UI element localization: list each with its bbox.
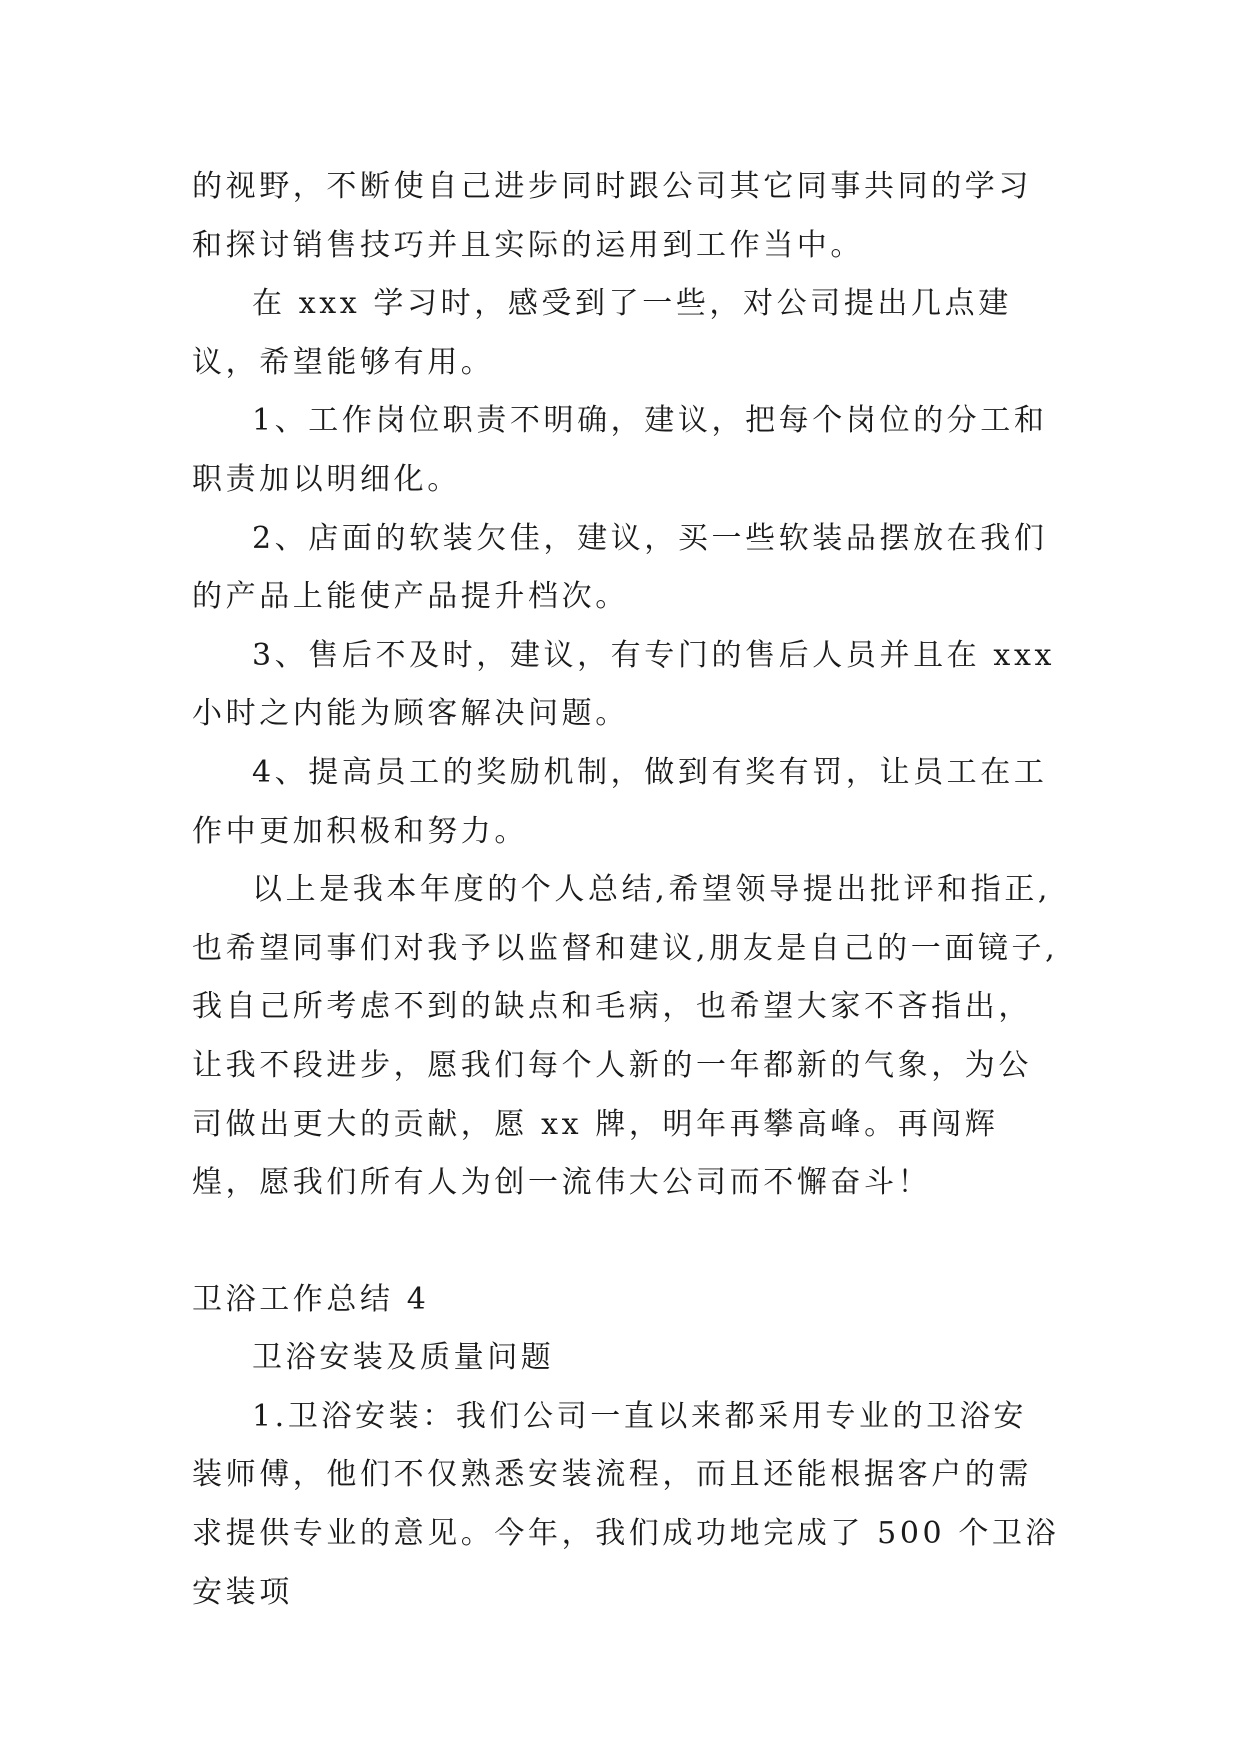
section-title: 卫浴工作总结 4 xyxy=(192,1281,430,1317)
section-gap xyxy=(192,1213,1060,1271)
suggestion-1: 1、工作岗位职责不明确，建议，把每个岗位的分工和职责加以明细化。 xyxy=(192,403,1048,497)
document-body xyxy=(192,158,1060,1622)
paragraph-2: 在 xxx 学习时，感受到了一些，对公司提出几点建议，希望能够有用。 xyxy=(192,286,1012,380)
section-subtitle: 卫浴安装及质量问题 xyxy=(252,1340,555,1376)
suggestion-2: 2、店面的软装欠佳，建议，买一些软装品摆放在我们的产品上能使产品提升档次。 xyxy=(192,520,1048,615)
section-paragraph-1: 1.卫浴安装：我们公司一直以来都采用专业的卫浴安装师傅，他们不仅熟悉安装流程，而且还能根据客户的需求提供专业的意见。今年，我们成功地完成了 500 个卫浴安装项 xyxy=(192,1398,1060,1610)
closing-paragraph: 以上是我本年度的个人总结,希望领导提出批评和指正,也希望同事们对我予以监督和建议,朋友是自己的一面镜子,我自己所考虑不到的缺点和毛病，也希望大家不吝指出，让我不段进步，愿我们每个人新的一年都新的气象，为公司做出更大的贡献，愿 xx 牌，明年再攀高峰。再闯辉煌，愿我们所有人为创一流伟大公司而不懈奋斗！ xyxy=(192,872,1059,1201)
suggestion-4: 4、提高员工的奖励机制，做到有奖有罚，让员工在工作中更加积极和努力。 xyxy=(192,754,1048,849)
paragraph-1: 的视野，不断使自己进步同时跟公司其它同事共同的学习和探讨销售技巧并且实际的运用到工作当中。 xyxy=(192,169,1032,263)
suggestion-3: 3、售后不及时，建议，有专门的售后人员并且在 xxx 小时之内能为顾客解决问题。 xyxy=(192,637,1055,732)
